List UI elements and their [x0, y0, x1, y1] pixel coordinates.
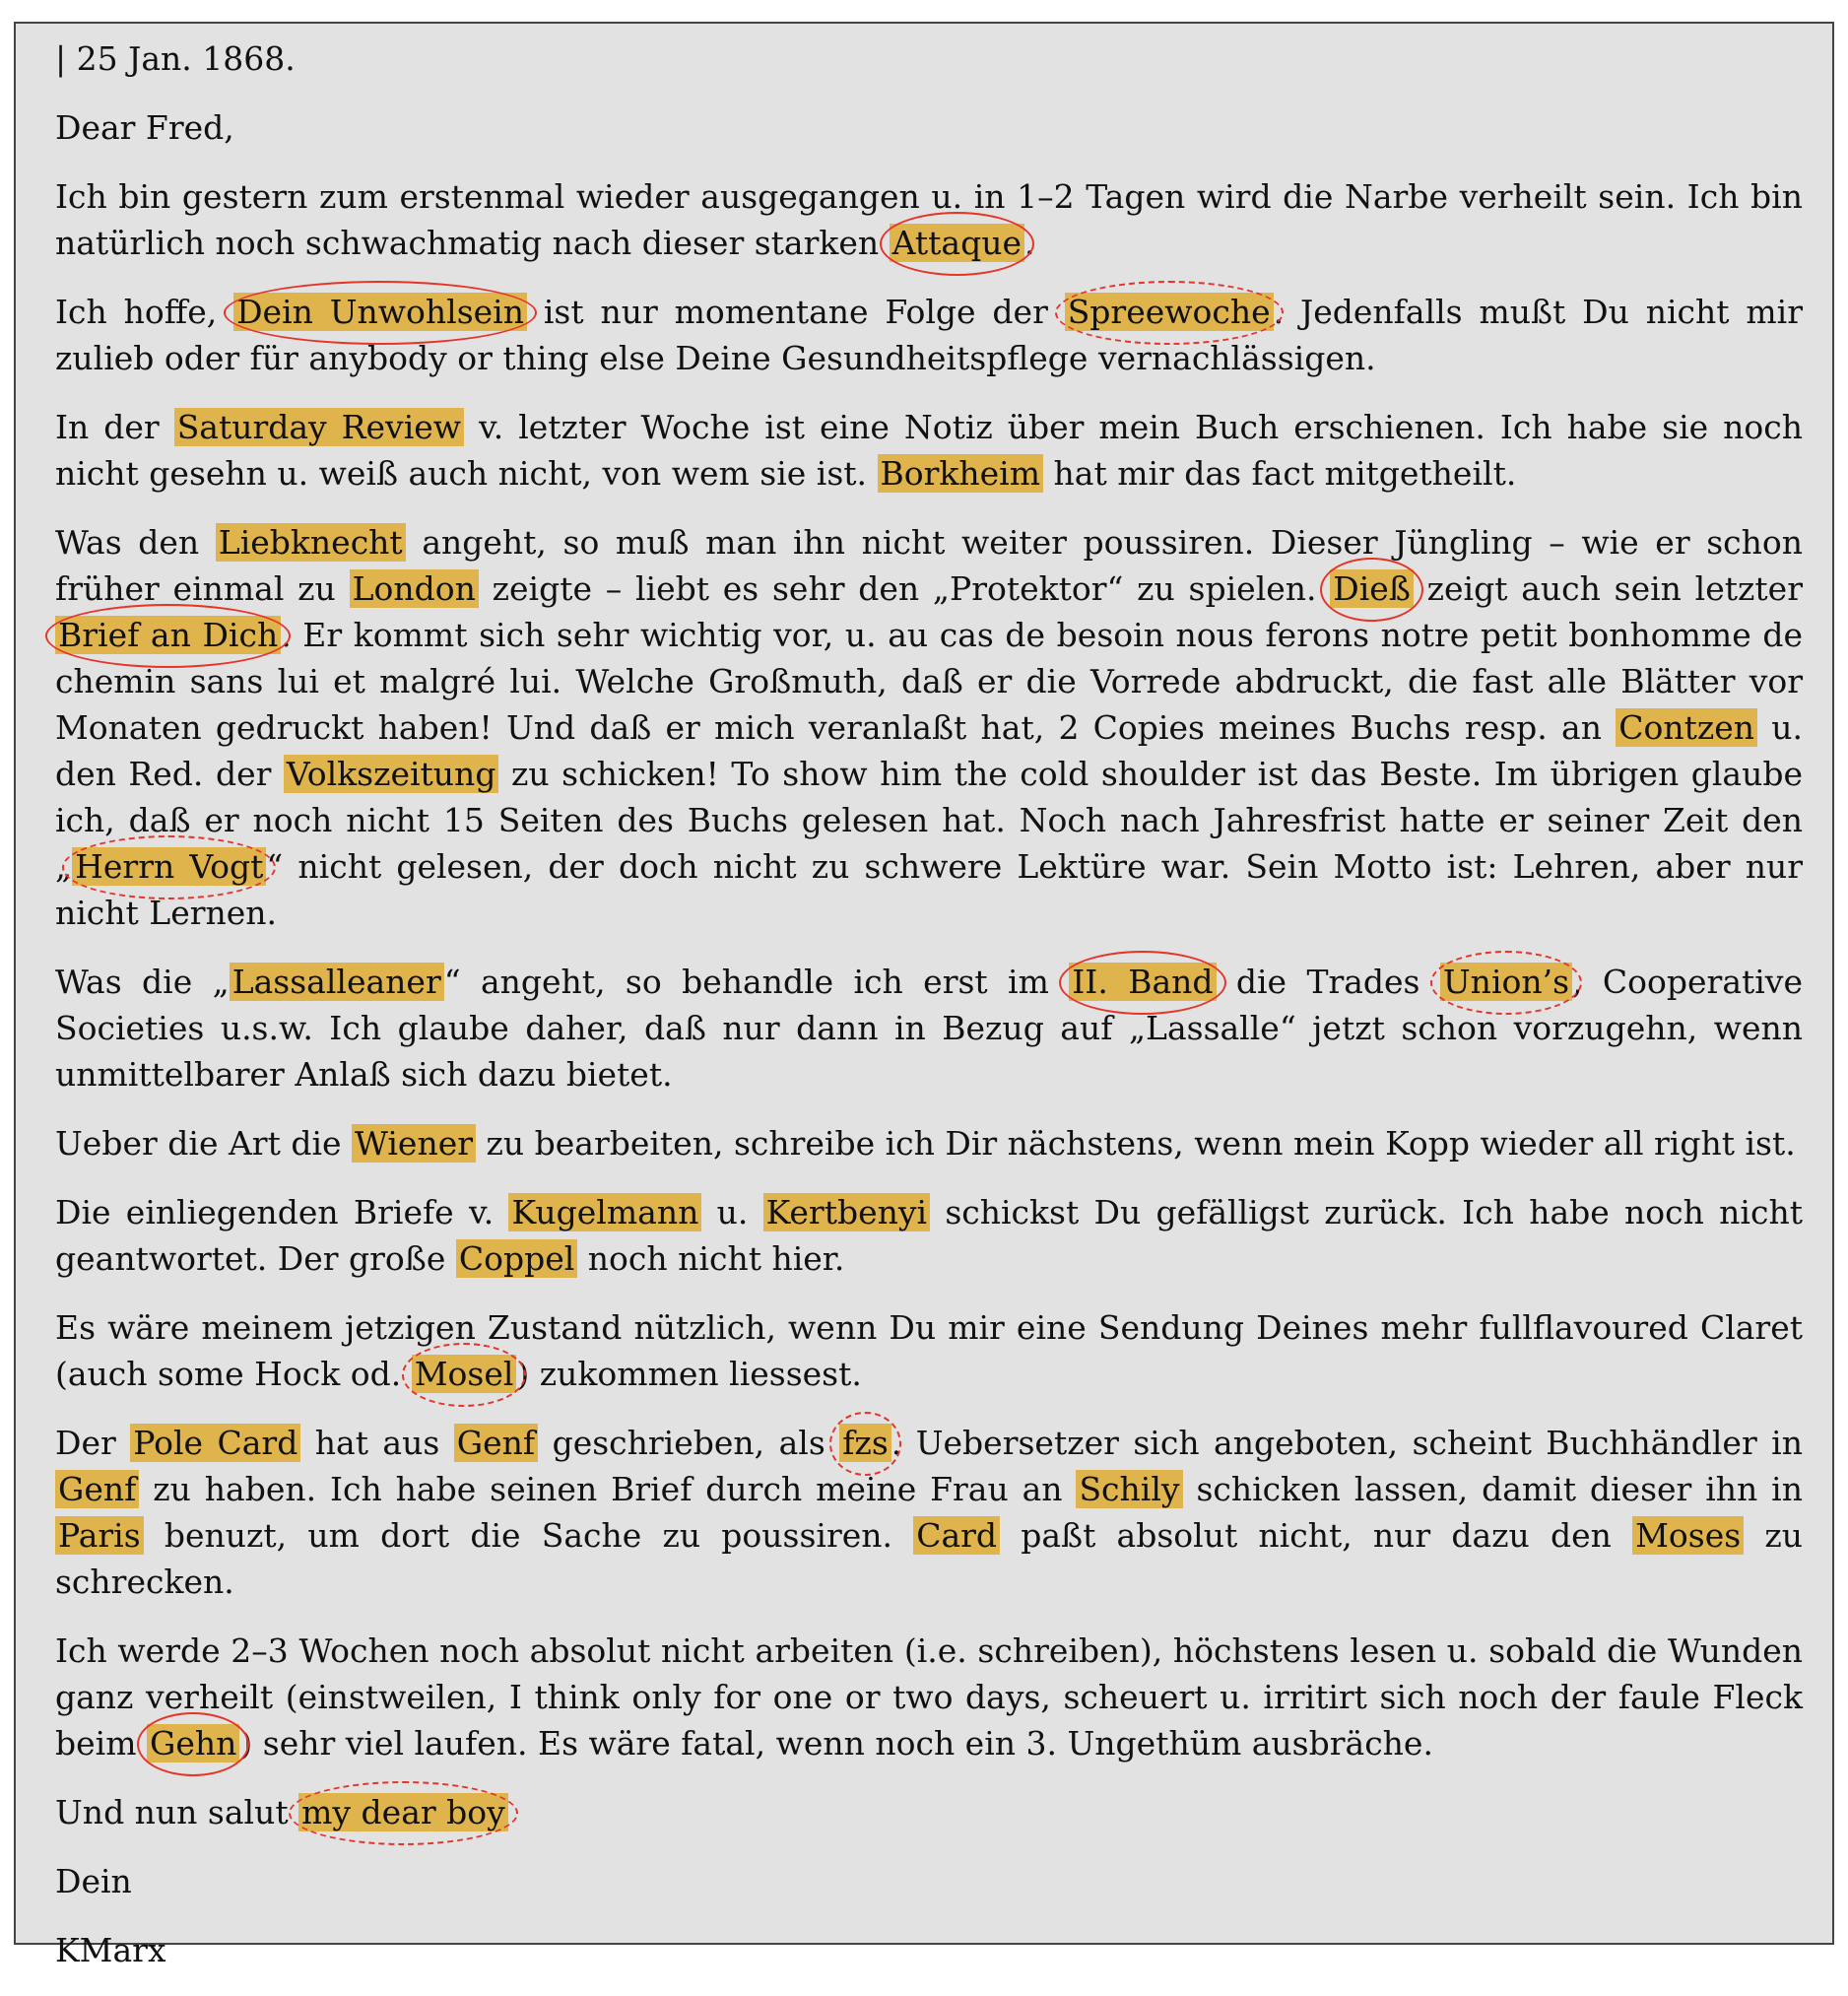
date-line: | 25 Jan. 1868.	[55, 39, 296, 78]
text-run: . Jedenfalls mußt Du nicht mir zulieb oder für anybody or thing else Deine Gesundheitspflege vernachlässigen.	[55, 293, 1803, 377]
letter-paragraphs	[55, 173, 1803, 1835]
highlighted-entity: Moses	[1632, 1516, 1744, 1555]
highlighted-entity: Kertbenyi	[763, 1193, 930, 1231]
text-run: die Trades	[1216, 963, 1440, 1001]
text-run: “ nicht gelesen, der doch nicht zu schwere Lektüre war. Sein Motto ist: Lehren, aber nur nicht Lernen.	[55, 847, 1804, 932]
circled-entity: Gehn	[147, 1724, 239, 1763]
highlighted-entity: Borkheim	[878, 454, 1044, 493]
text-run: zeigt auch sein letzter	[1413, 569, 1803, 608]
text-run: noch nicht hier.	[577, 1239, 845, 1278]
text-run: Der	[55, 1424, 131, 1462]
highlighted-entity: Schily	[1076, 1470, 1182, 1508]
highlighted-entity: Volkszeitung	[284, 755, 499, 793]
text-run: Was die „	[55, 963, 230, 1001]
letter-paragraph	[55, 404, 1803, 497]
text-run: geschrieben, als	[538, 1424, 840, 1462]
circled-entity: Dieß	[1330, 569, 1414, 608]
text-run: u.	[701, 1193, 763, 1231]
text-run: ) sehr viel laufen. Es wäre fatal, wenn noch ein 3. Ungethüm ausbräche.	[239, 1724, 1433, 1763]
highlighted-entity: Genf	[454, 1424, 538, 1462]
text-run: u. den Red. der	[55, 708, 1803, 793]
text-run: Ich werde 2–3 Wochen noch absolut nicht arbeiten (i.e. schreiben), höchstens lesen u. sobald die Wunden ganz verheilt (einstweilen, I think only for one or two days, scheuert u. irritirt sich noch der faule Fleck beim	[55, 1631, 1803, 1763]
highlighted-entity: Contzen	[1616, 708, 1757, 747]
letter-paragraph	[55, 519, 1803, 936]
highlighted-entity: Liebknecht	[216, 523, 406, 562]
text-run: , Cooperative Societies u.s.w. Ich glaube daher, daß nur dann in Bezug auf „Lassalle“ jetzt schon vorzugehn, wenn unmittelbarer Anlaß sich dazu bietet.	[55, 963, 1803, 1094]
text-run: Die einliegenden Briefe v.	[55, 1193, 509, 1231]
text-run: Und nun salut	[55, 1793, 299, 1831]
circled-entity: II. Band	[1069, 963, 1216, 1001]
circled-entity: Union’s	[1440, 963, 1572, 1001]
text-run: schicken lassen, damit dieser ihn in	[1182, 1470, 1803, 1508]
highlighted-entity: Kugelmann	[508, 1193, 701, 1231]
circled-entity: Brief an Dich	[55, 616, 281, 654]
text-run: paßt absolut nicht, nur dazu den	[1000, 1516, 1633, 1555]
text-run: ) zukommen liessest.	[516, 1355, 862, 1393]
salutation: Dear Fred,	[55, 108, 234, 147]
letter-paragraph	[55, 1189, 1803, 1282]
circled-entity: Herrn Vogt	[72, 847, 266, 886]
letter-paragraph	[55, 1789, 1803, 1835]
text-run: ist nur momentane Folge der	[527, 293, 1065, 331]
text-run: hat aus	[300, 1424, 454, 1462]
text-run: .	[1023, 224, 1035, 262]
text-run: “ angeht, so behandle ich erst im	[443, 963, 1070, 1001]
letter-paragraph	[55, 173, 1803, 266]
text-run: Ich bin gestern zum erstenmal wieder ausgegangen u. in 1–2 Tagen wird die Narbe verheilt sein. Ich bin natürlich noch schwachmatig nach dieser starken	[55, 177, 1803, 262]
text-run: schickst Du gefälligst zurück. Ich habe noch nicht geantwortet. Der große	[55, 1193, 1803, 1278]
letter-frame	[14, 22, 1834, 1969]
text-run: zu schrecken.	[55, 1516, 1804, 1601]
text-run: Ueber die Art die	[55, 1124, 353, 1163]
text-run: In der	[55, 408, 174, 446]
highlighted-entity: Saturday Review	[174, 408, 464, 446]
text-run: zu haben. Ich habe seinen Brief durch meine Frau an	[139, 1470, 1077, 1508]
highlighted-entity: Wiener	[352, 1124, 476, 1163]
highlighted-entity: Card	[913, 1516, 1000, 1555]
highlighted-entity: Coppel	[456, 1239, 577, 1278]
circled-entity: Mosel	[412, 1355, 517, 1393]
text-run: Es wäre meinem jetzigen Zustand nützlich, wenn Du mir eine Sendung Deines mehr fullflavoured Claret (auch some Hock od.	[55, 1308, 1803, 1393]
letter-paragraph	[55, 1420, 1803, 1605]
text-run: zeigte – liebt es sehr den „Protektor“ zu spielen.	[478, 569, 1331, 608]
signature: KMarx	[55, 1931, 166, 1969]
text-run: v. letzter Woche ist eine Notiz über mein Buch erschienen. Ich habe sie noch nicht gesehn u. weiß auch nicht, von wem sie ist.	[55, 408, 1803, 493]
highlighted-entity: Genf	[55, 1470, 139, 1508]
highlighted-entity: Lassalleaner	[230, 963, 444, 1001]
circled-entity: my dear boy	[298, 1793, 508, 1831]
letter-paragraph	[55, 959, 1803, 1098]
text-run: angeht, so muß man ihn nicht weiter poussiren. Dieser Jüngling – wie er schon früher einmal zu	[55, 523, 1803, 608]
highlighted-entity: Paris	[55, 1516, 144, 1555]
circled-entity: Attaque	[890, 224, 1024, 262]
letter-paragraph	[55, 1628, 1803, 1766]
letter-body	[55, 35, 1803, 1996]
letter-paragraph	[55, 1120, 1803, 1166]
highlighted-entity: Pole Card	[130, 1424, 300, 1462]
text-run: Was den	[55, 523, 216, 562]
text-run: zu bearbeiten, schreibe ich Dir nächstens, wenn mein Kopp wieder all right ist.	[476, 1124, 1796, 1163]
circled-entity: Dein Unwohlsein	[233, 293, 527, 331]
letter-paragraph	[55, 289, 1803, 381]
letter-paragraph	[55, 1304, 1803, 1397]
text-run: . Uebersetzer sich angeboten, scheint Buchhändler in	[891, 1424, 1803, 1462]
circled-entity: fzs	[839, 1424, 891, 1462]
closing: Dein	[55, 1862, 132, 1900]
text-run: benuzt, um dort die Sache zu poussiren.	[143, 1516, 914, 1555]
highlighted-entity: London	[350, 569, 479, 608]
text-run: hat mir das fact mitgetheilt.	[1043, 454, 1517, 493]
circled-entity: Spreewoche	[1065, 293, 1274, 331]
text-run: zu schicken! To show him the cold shoulder ist das Beste. Im übrigen glaube ich, daß er noch nicht 15 Seiten des Buchs gelesen hat. Noch nach Jahresfrist hatte er seiner Zeit den „	[55, 755, 1804, 886]
text-run: Ich hoffe,	[55, 293, 234, 331]
text-run: . Er kommt sich sehr wichtig vor, u. au cas de besoin nous ferons notre petit bonhomme de chemin sans lui et malgré lui. Welche Großmuth, daß er die Vorrede abdruckt, die fast alle Blätter vor Monaten gedruckt haben! Und daß er mich veranlaßt hat, 2 Copies meines Buchs resp. an	[55, 616, 1803, 747]
